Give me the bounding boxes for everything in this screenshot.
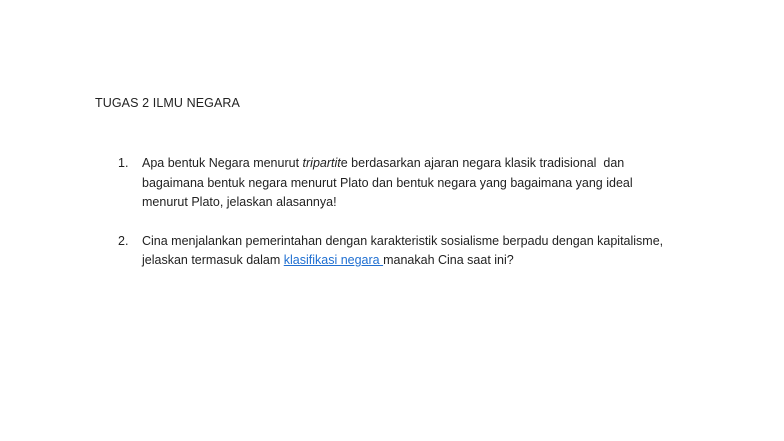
document-title: TUGAS 2 ILMU NEGARA [95, 96, 240, 110]
question-text-part: manakah Cina saat ini? [383, 253, 514, 267]
question-text-part: Apa bentuk Negara menurut [142, 156, 303, 170]
question-list [118, 154, 678, 290]
question-number: 2. [118, 233, 129, 248]
question-number: 1. [118, 156, 129, 170]
italic-term: tripartit [302, 156, 341, 170]
question-item-1 [118, 154, 678, 213]
question-text-part: e berdasarkan ajaran negara klasik tradisional dan bagaimana bentuk negara menurut Plato dan bentuk negara yang bagaimana yang ideal menurut Plato, jelaskan alasannya! [142, 156, 637, 209]
classification-link[interactable]: klasifikasi negara [283, 253, 384, 267]
question-text [142, 232, 678, 271]
question-item-2 [118, 232, 678, 271]
question-text-part: Cina menjalankan pemerintahan dengan karakteristik sosialisme berpadu dengan kapitalisme, jelaskan termasuk dalam [142, 233, 667, 267]
question-text [142, 154, 678, 213]
